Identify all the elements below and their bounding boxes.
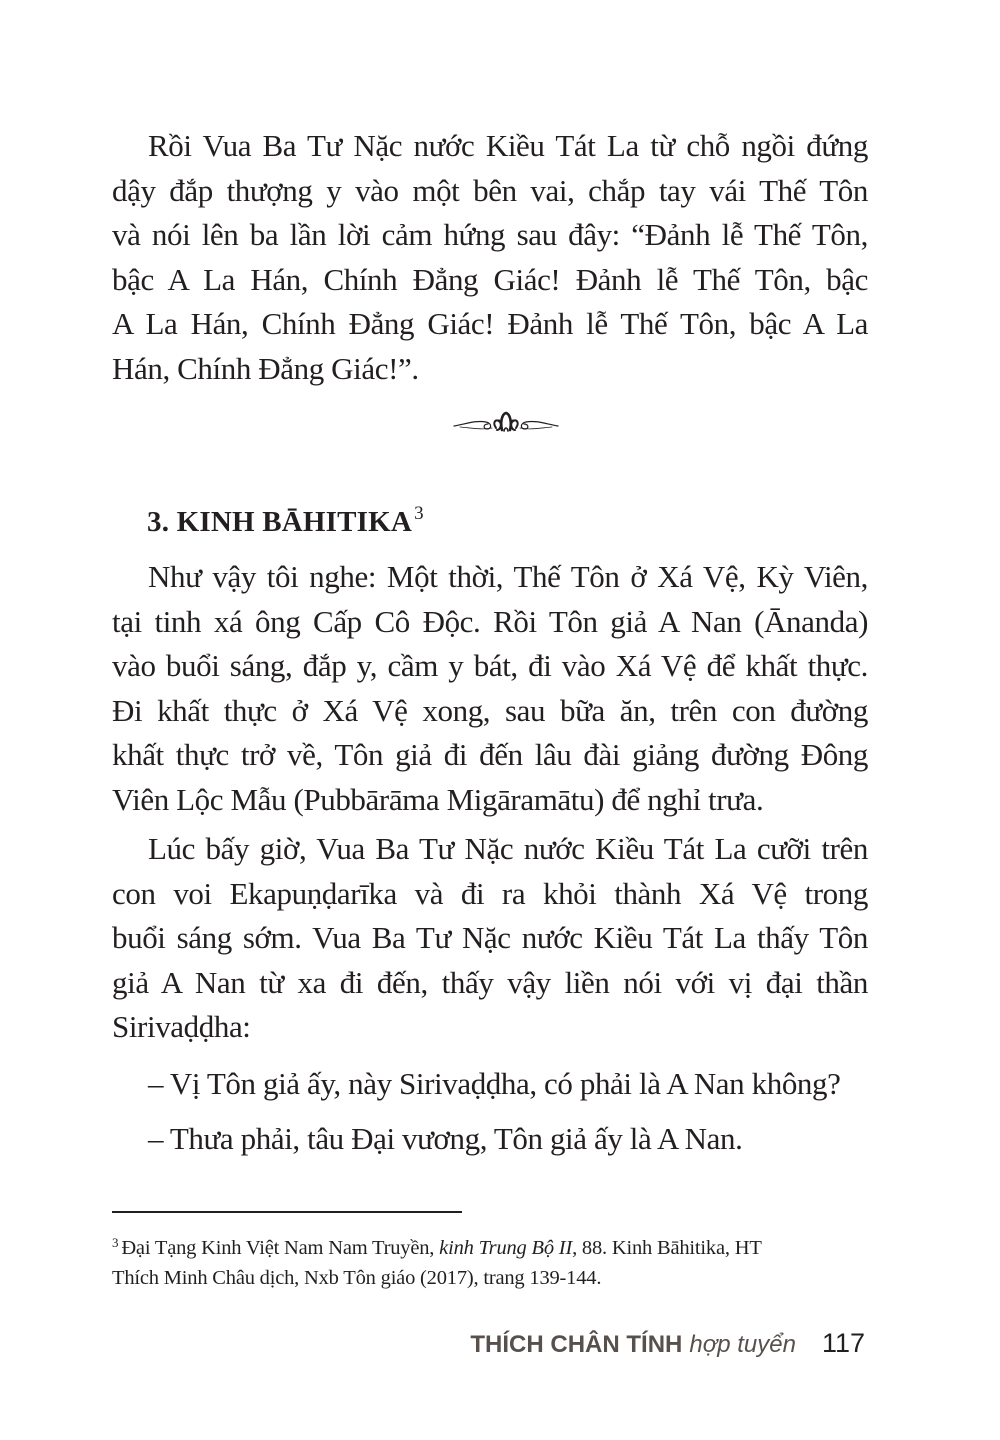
text-line: giả A Nan từ xa đi đến, thấy vậy liền nói với vị đại thần bbox=[112, 964, 868, 1000]
footnote-reference[interactable]: 3 bbox=[414, 503, 424, 524]
footer-subtitle: hợp tuyển bbox=[689, 1331, 796, 1358]
text-line: – Vị Tôn giả ấy, này Sirivaḍḍha, có phải là A Nan không? bbox=[148, 1066, 841, 1101]
footnote-italic-title: kinh Trung Bộ II bbox=[439, 1237, 573, 1259]
text-line: – Thưa phải, tâu Đại vương, Tôn giả ấy là A Nan. bbox=[148, 1121, 743, 1156]
text-line: Viên Lộc Mẫu (Pubbārāma Migāramātu) để nghỉ trưa. bbox=[112, 781, 764, 817]
text-line: vào buổi sáng, đắp y, cầm y bát, đi vào Xá Vệ để khất thực. bbox=[112, 648, 868, 683]
running-footer bbox=[470, 1328, 865, 1368]
paragraph-closing-homage bbox=[112, 124, 868, 391]
dialogue-answer bbox=[112, 1117, 868, 1162]
text-line: Đi khất thực ở Xá Vệ xong, sau bữa ăn, trên con đường bbox=[112, 692, 868, 728]
text-line: tại tinh xá ông Cấp Cô Độc. Rồi Tôn giả A Nan (Ānanda) bbox=[112, 603, 868, 639]
text-line: buổi sáng sớm. Vua Ba Tư Nặc nước Kiều Tát La thấy Tôn bbox=[112, 920, 868, 955]
flourish-divider-icon bbox=[452, 410, 560, 436]
section-heading bbox=[147, 494, 424, 542]
footer-author: THÍCH CHÂN TÍNH bbox=[470, 1331, 683, 1358]
paragraph-opening bbox=[112, 555, 868, 822]
page-number: 117 bbox=[821, 1328, 865, 1358]
paragraph-king-sees-ananda bbox=[112, 827, 868, 1050]
text-line: con voi Ekapuṇḍarīka và đi ra khỏi thành Xá Vệ trong bbox=[112, 875, 868, 911]
footnote bbox=[112, 1228, 868, 1293]
section-title-text: 3. KINH BĀHITIKA bbox=[147, 506, 413, 538]
footnote-marker: 3 bbox=[112, 1235, 119, 1250]
dialogue-question bbox=[112, 1062, 868, 1107]
footnote-divider bbox=[112, 1211, 462, 1213]
text-line: A La Hán, Chính Đẳng Giác! Đảnh lễ Thế Tôn, bậc A La bbox=[112, 306, 868, 341]
text-line: khất thực trở về, Tôn giả đi đến lâu đài giảng đường Đông bbox=[112, 737, 868, 772]
footnote-line: Thích Minh Châu dịch, Nxb Tôn giáo (2017), trang 139-144. bbox=[112, 1267, 602, 1289]
text-line: bậc A La Hán, Chính Đẳng Giác! Đảnh lễ Thế Tôn, bậc bbox=[112, 261, 868, 297]
text-line: Lúc bấy giờ, Vua Ba Tư Nặc nước Kiều Tát La cưỡi trên bbox=[148, 831, 868, 866]
text-line: và nói lên ba lần lời cảm hứng sau đây: “Đảnh lễ Thế Tôn, bbox=[112, 217, 868, 252]
text-line: Sirivaḍḍha: bbox=[112, 1009, 251, 1044]
footnote-line: $^3$ Đại Tạng Kinh Việt Nam Nam Truyền, kinh Trung Bộ II, 88. Kinh Bāhitika, HT bbox=[112, 1235, 762, 1259]
text-line: Rồi Vua Ba Tư Nặc nước Kiều Tát La từ chỗ ngồi đứng bbox=[148, 128, 868, 163]
text-line: Hán, Chính Đẳng Giác!”. bbox=[112, 350, 419, 386]
text-line: Như vậy tôi nghe: Một thời, Thế Tôn ở Xá Vệ, Kỳ Viên, bbox=[148, 559, 868, 594]
text-line: dậy đắp thượng y vào một bên vai, chắp tay vái Thế Tôn bbox=[112, 172, 868, 208]
